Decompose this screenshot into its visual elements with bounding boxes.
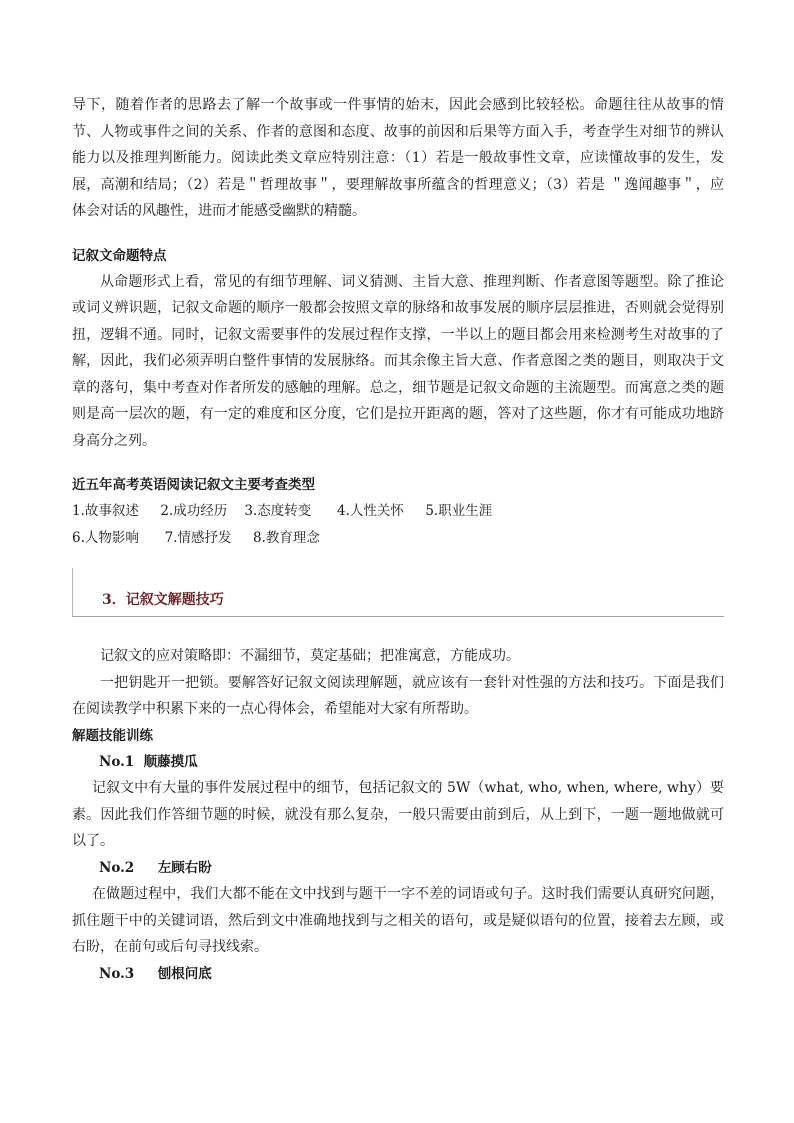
types-heading: 近五年高考英语阅读记叙文主要考查类型 [72, 477, 315, 493]
no1-heading: No.1 顺藤摸瓜 [99, 753, 198, 770]
section-3-header [72, 568, 724, 617]
skills-heading: 解题技能训练 [72, 727, 153, 744]
intro-paragraph: 导下，随着作者的思路去了解一个故事或一件事情的始末，因此会感到比较轻松。命题往往从故事的情节、人物或事件之间的关系、作者的意图和态度、故事的前因和后果等方面入手，考查学生对细节的辨认能力以及推理判断能力。阅读此类文章应特别注意：（1）若是一般故事性文章，应读懂故事的发生，发展，高潮和结局；（2）若是＂哲理故事＂，要理解故事所蕴含的哲理意义；（3）若是 ＂逸闻趣事＂，应体会对话的风趣性，进而才能感受幽默的精髓。 [72, 97, 724, 219]
features-heading: 记叙文命题特点 [72, 247, 167, 264]
key-paragraph: 一把钥匙开一把锁。要解答好记叙文阅读理解题，就应该有一套针对性强的方法和技巧。下面是我们在阅读教学中积累下来的一点心得体会，希望能对大家有所帮助。 [72, 674, 724, 717]
no2-heading: No.2 左顾右盼 [99, 859, 212, 876]
strategy-paragraph: 记叙文的应对策略即：不漏细节，莫定基础；把准寓意，方能成功。 [100, 648, 520, 664]
no2-paragraph: 在做题过程中，我们大都不能在文中找到与题干一字不差的词语或句子。这时我们需要认真研究问题，抓住题干中的关键词语，然后到文中准确地找到与之相关的语句，或是疑似语句的位置，接着去左顾，或右盼，在前句或后句寻找线索。 [72, 886, 724, 955]
types-row-1: 1.故事叙述 2.成功经历 3.态度转变 4.人性关怀 5.职业生涯 [72, 503, 493, 519]
no1-paragraph: 记叙文中有大量的事件发展过程中的细节，包括记叙文的 5W（what, who, when, where, why）要素。因此我们作答细节题的时候，就没有那么复杂，一般只需要由前到后，从上到下，一题一题地做就可以了。 [72, 780, 724, 849]
no3-heading: No.3 刨根问底 [99, 965, 212, 982]
section-3-title: 3．记叙文解题技巧 [102, 592, 224, 608]
types-row-2: 6.人物影响 7.情感抒发 8.教育理念 [72, 530, 320, 546]
features-paragraph: 从命题形式上看，常见的有细节理解、词义猜测、主旨大意、推理判断、作者意图等题型。除了推论或词义辨识题，记叙文命题的顺序一般都会按照文章的脉络和故事发展的顺序层层推进，否则就会觉得别扭，逻辑不通。同时，记叙文需要事件的发展过程作支撑，一半以上的题目都会用来检测考生对故事的了解，因此，我们必须弄明白整件事情的发展脉络。而其余像主旨大意、作者意图之类的题目，则取决于文章的落句，集中考查对作者所发的感触的理解。总之，细节题是记叙文命题的主流题型。而寓意之类的题则是高一层次的题，有一定的难度和区分度，它们是拉开距离的题，答对了这些题，你才有可能成功地跻身高分之列。 [72, 273, 724, 449]
document-content [72, 92, 724, 987]
